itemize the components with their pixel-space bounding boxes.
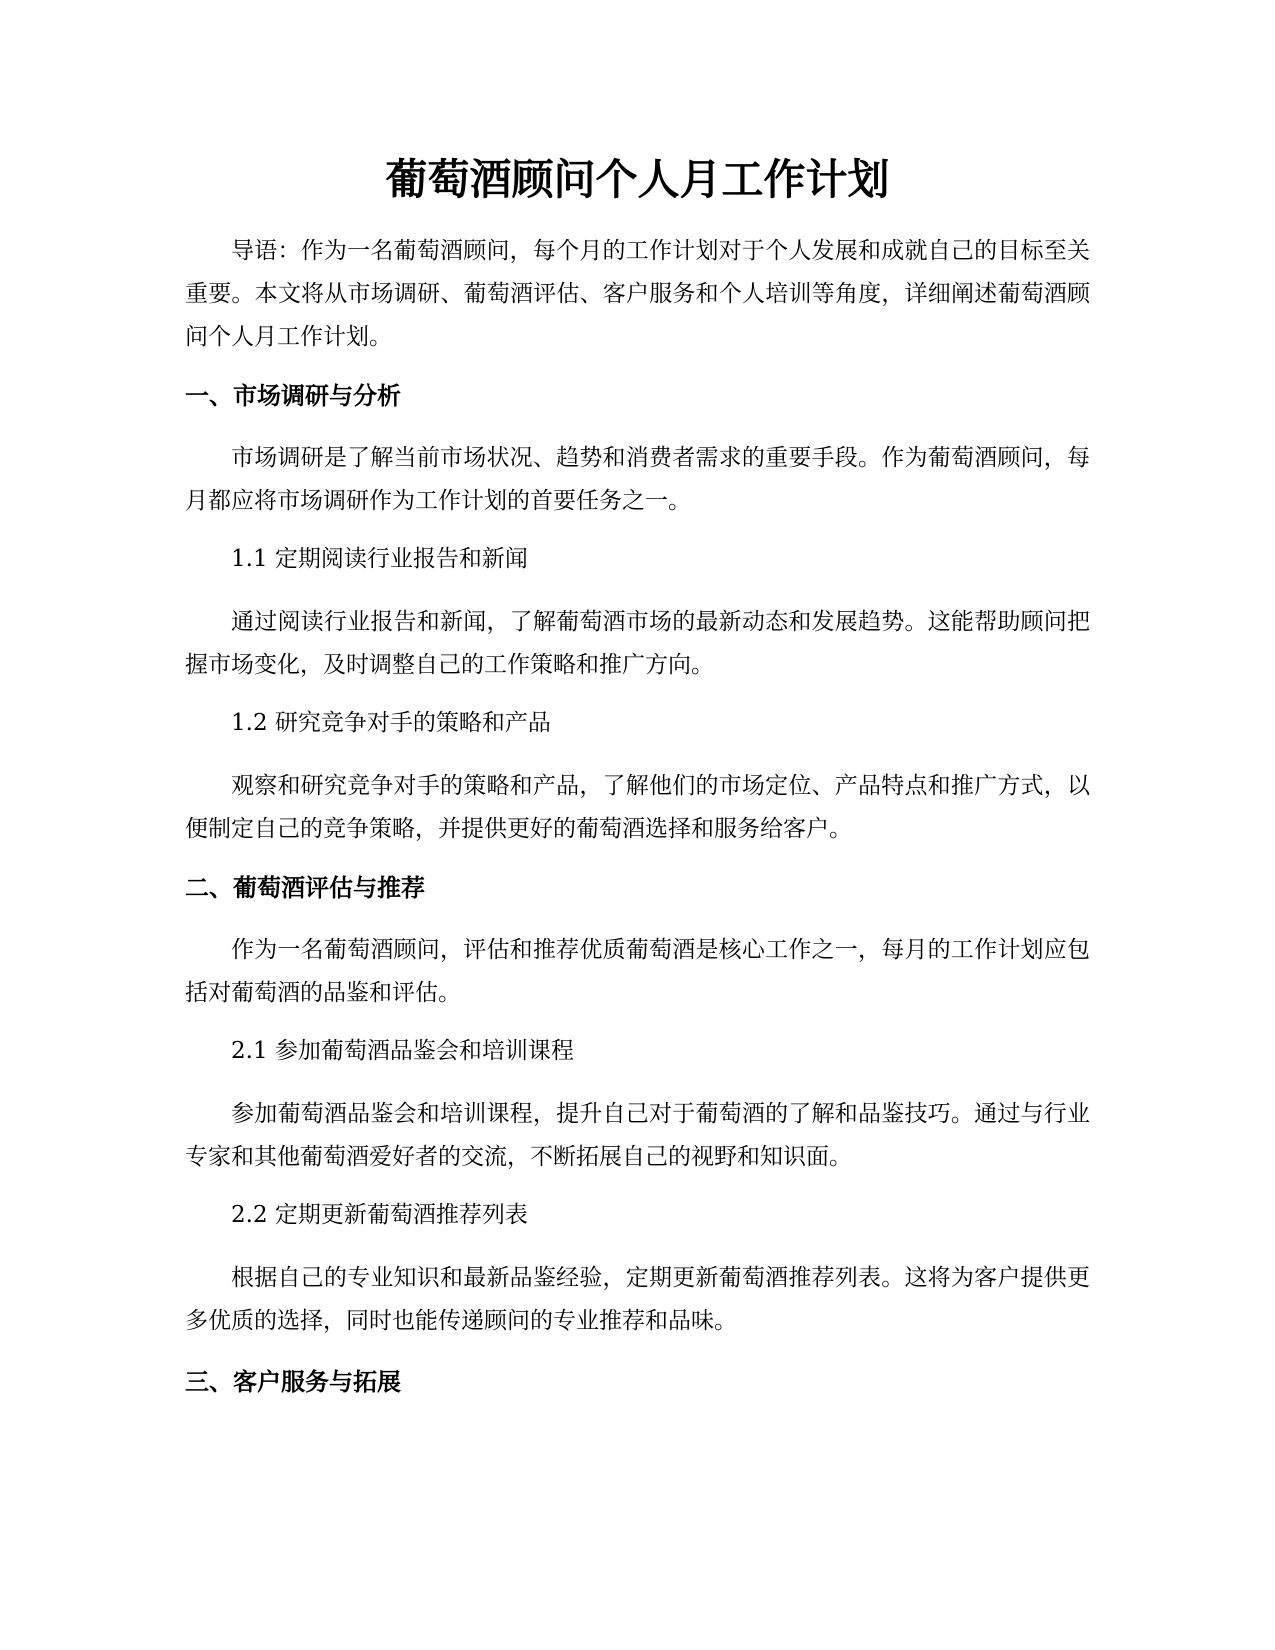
- intro-paragraph: 导语：作为一名葡萄酒顾问，每个月的工作计划对于个人发展和成就自己的目标至关重要。本文将从市场调研、葡萄酒评估、客户服务和个人培训等角度，详细阐述葡萄酒顾问个人月工作计划。: [185, 238, 1090, 350]
- section-2-paragraph: 作为一名葡萄酒顾问，评估和推荐优质葡萄酒是核心工作之一，每月的工作计划应包括对葡萄酒的品鉴和评估。: [185, 937, 1090, 1006]
- section-1-heading: 一、市场调研与分析: [185, 382, 401, 410]
- document-title: 葡萄酒顾问个人月工作计划: [385, 155, 890, 204]
- subsection-2-2-heading: 2.2 定期更新葡萄酒推荐列表: [231, 1202, 528, 1228]
- subsection-1-2-paragraph: 观察和研究竞争对手的策略和产品，了解他们的市场定位、产品特点和推广方式，以便制定自己的竞争策略，并提供更好的葡萄酒选择和服务给客户。: [185, 773, 1090, 842]
- subsection-2-2-paragraph: 根据自己的专业知识和最新品鉴经验，定期更新葡萄酒推荐列表。这将为客户提供更多优质的选择，同时也能传递顾问的专业推荐和品味。: [185, 1265, 1090, 1334]
- subsection-1-1-paragraph: 通过阅读行业报告和新闻，了解葡萄酒市场的最新动态和发展趋势。这能帮助顾问把握市场变化，及时调整自己的工作策略和推广方向。: [185, 609, 1090, 678]
- subsection-2-1-paragraph: 参加葡萄酒品鉴会和培训课程，提升自己对于葡萄酒的了解和品鉴技巧。通过与行业专家和其他葡萄酒爱好者的交流，不断拓展自己的视野和知识面。: [185, 1101, 1090, 1170]
- section-3-heading: 三、客户服务与拓展: [185, 1368, 401, 1396]
- section-2-heading: 二、葡萄酒评估与推荐: [185, 874, 425, 902]
- subsection-1-1-heading: 1.1 定期阅读行业报告和新闻: [231, 546, 528, 572]
- subsection-2-1-heading: 2.1 参加葡萄酒品鉴会和培训课程: [231, 1038, 574, 1064]
- subsection-1-2-heading: 1.2 研究竞争对手的策略和产品: [231, 710, 551, 736]
- section-1-paragraph: 市场调研是了解当前市场状况、趋势和消费者需求的重要手段。作为葡萄酒顾问，每月都应将市场调研作为工作计划的首要任务之一。: [185, 445, 1090, 514]
